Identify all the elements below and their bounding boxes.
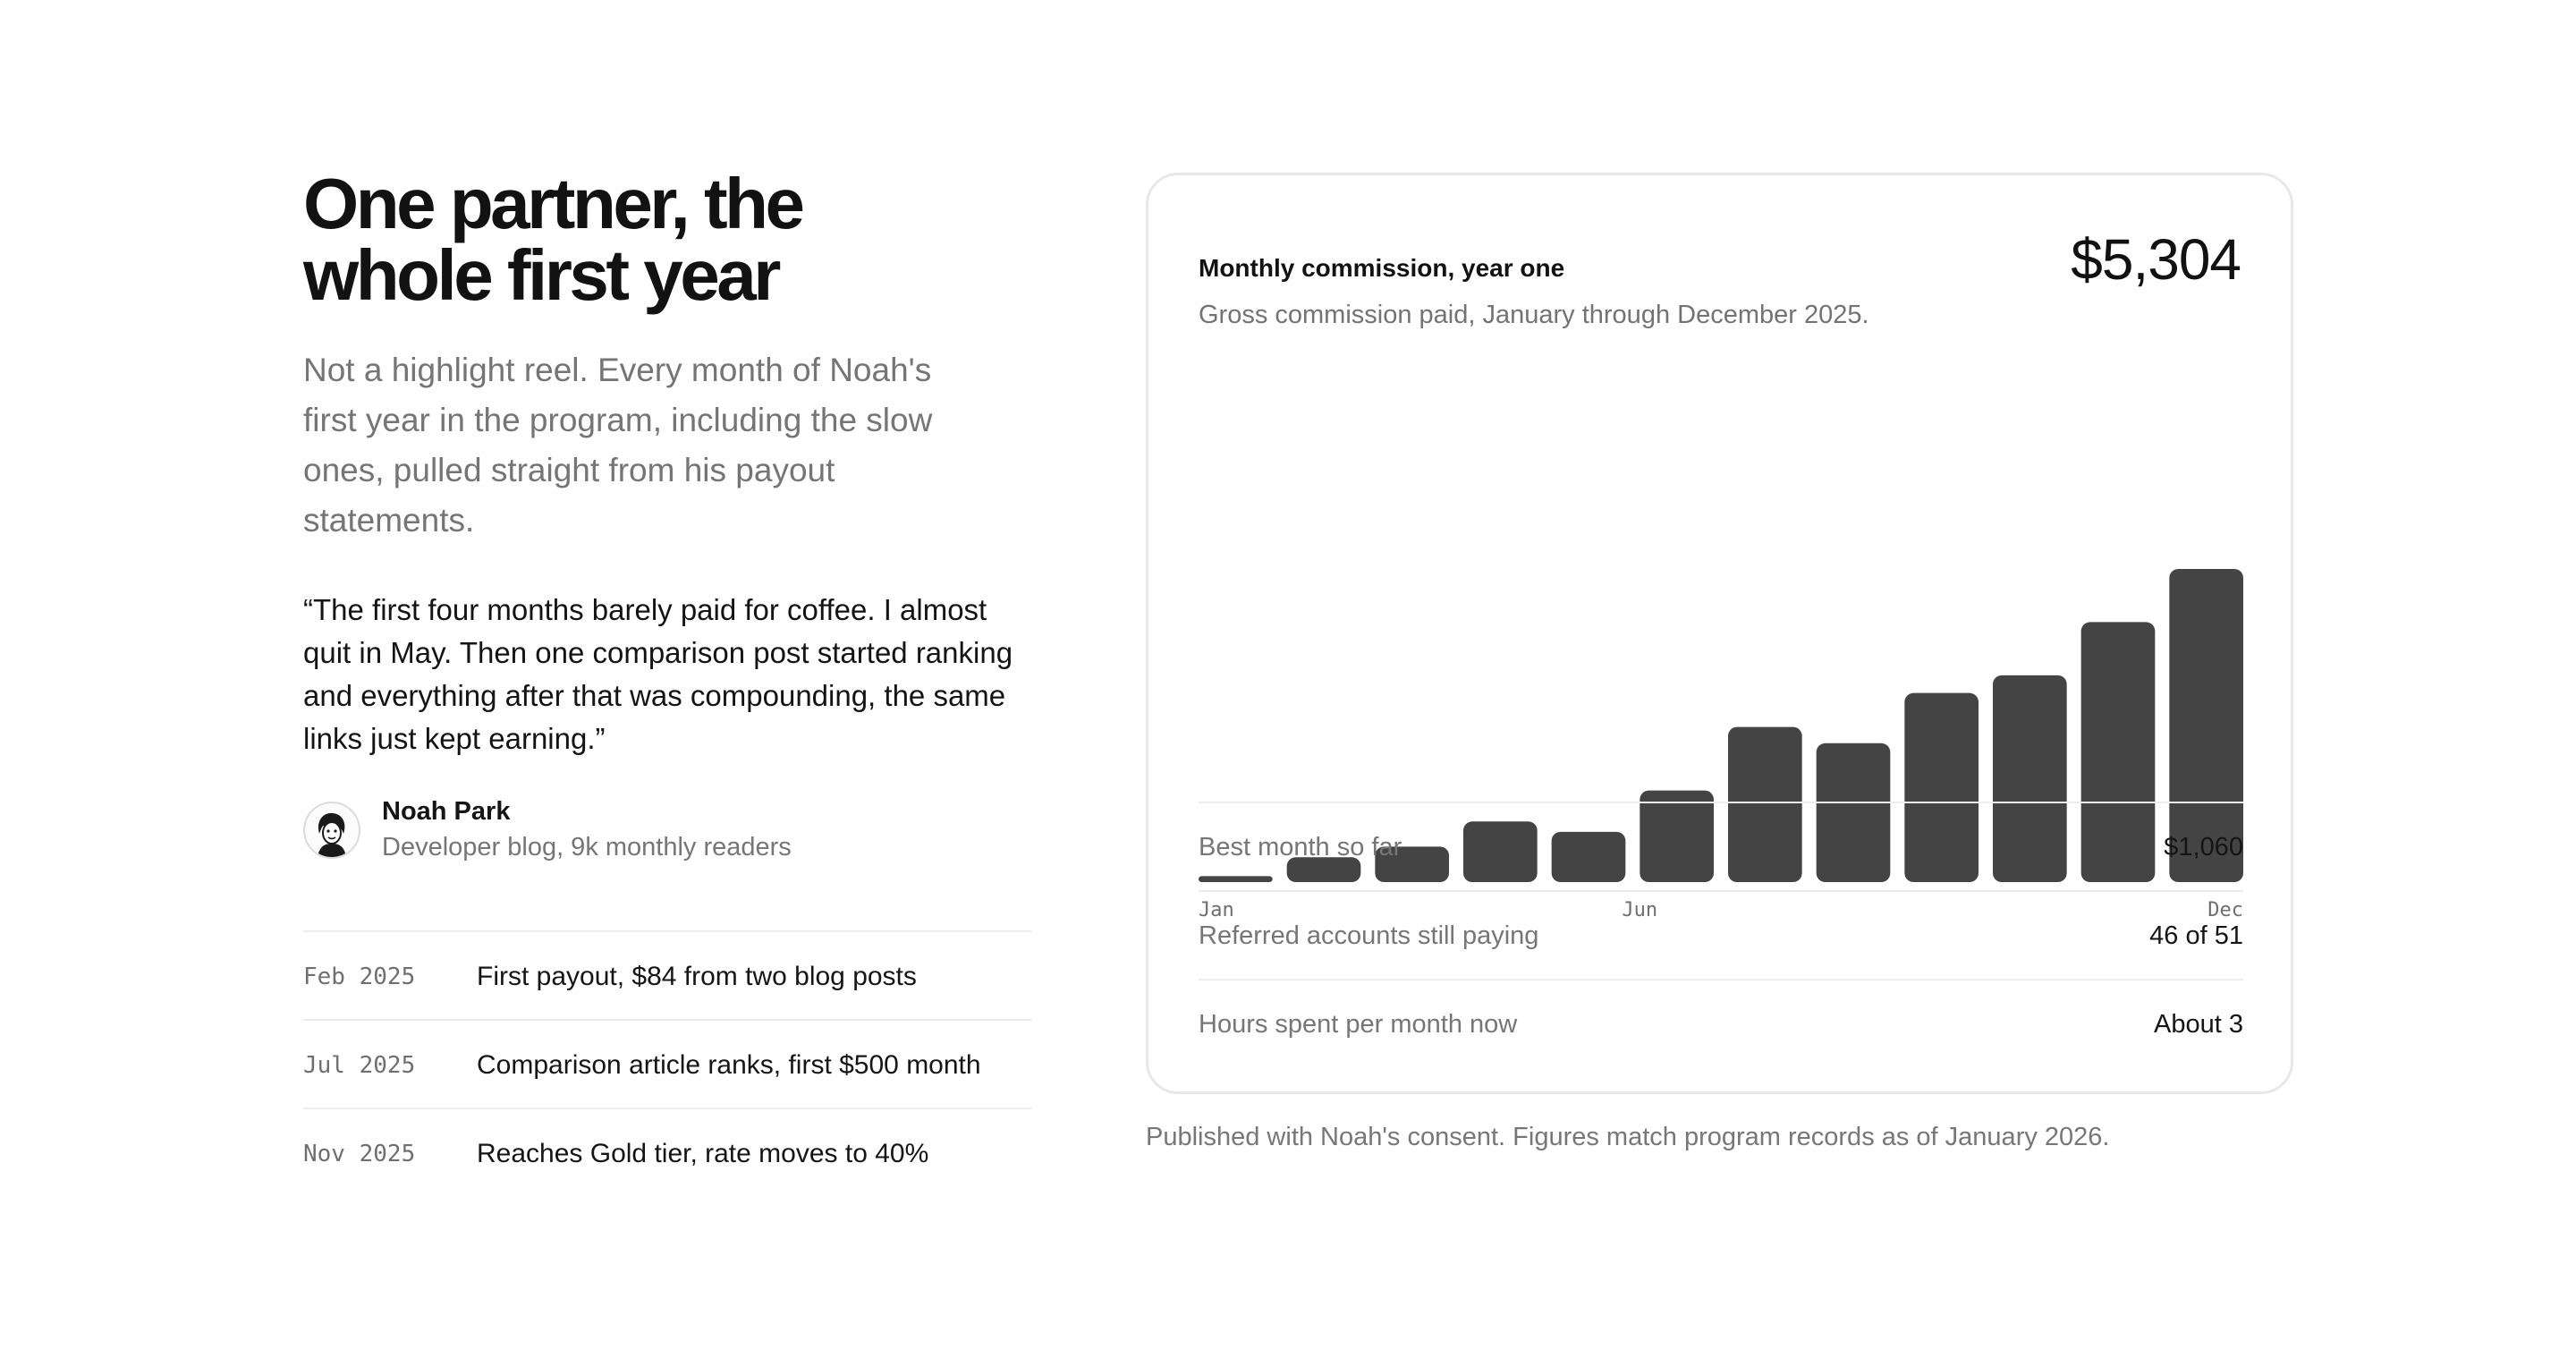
stat-label: Hours spent per month now	[1199, 1010, 1518, 1039]
stat-label: Best month so far	[1199, 833, 1402, 861]
timeline-text: Reaches Gold tier, rate moves to 40%	[477, 1139, 929, 1168]
timeline-row	[303, 1019, 1031, 1108]
stat-value: $1,060	[2164, 833, 2243, 861]
story-column	[303, 164, 1037, 1168]
testimonial-quote: “The first four months barely paid for coffee. I almost quit in May. Then one comparison post started ranking and everything after that was compounding, the same links just kept earning.”	[303, 593, 1013, 755]
page-title: One partner, the whole first year	[303, 164, 802, 315]
stat-row	[1199, 802, 2243, 890]
tick-label-jun: Jun	[1622, 899, 1658, 921]
timeline-row	[303, 930, 1031, 1019]
tick-label-dec: Dec	[2207, 899, 2243, 921]
commission-card	[1146, 173, 2293, 1094]
intro-paragraph: Not a highlight reel. Every month of Noah's first year in the program, including the slow ones, pulled straight from his payout statements.	[303, 352, 933, 539]
consent-footnote: Published with Noah's consent. Figures match program records as of January 2026.	[1146, 1123, 2110, 1151]
timeline-date: Feb 2025	[303, 963, 416, 990]
stat-value: 46 of 51	[2149, 921, 2243, 950]
stats-list	[1199, 802, 2243, 1067]
chart-title: Monthly commission, year one	[1199, 254, 1565, 282]
stat-row	[1199, 979, 2243, 1067]
author-role: Developer blog, 9k monthly readers	[382, 833, 792, 861]
timeline-date: Jul 2025	[303, 1052, 416, 1079]
timeline-text: First payout, $84 from two blog posts	[477, 962, 917, 991]
author-name: Noah Park	[382, 797, 511, 826]
stat-label: Referred accounts still paying	[1199, 921, 1539, 950]
chart-subtitle: Gross commission paid, January through December 2025.	[1199, 301, 1869, 329]
milestone-timeline	[303, 930, 1031, 1196]
stat-value: About 3	[2154, 1010, 2243, 1039]
author-block	[303, 794, 1037, 861]
timeline-row	[303, 1108, 1031, 1196]
person-portrait-icon	[303, 802, 360, 859]
tick-label-jan: Jan	[1199, 899, 1234, 921]
stat-row	[1199, 890, 2243, 979]
timeline-date: Nov 2025	[303, 1141, 416, 1167]
timeline-text: Comparison article ranks, first $500 month	[477, 1050, 981, 1080]
total-commission: $5,304	[2071, 227, 2241, 292]
